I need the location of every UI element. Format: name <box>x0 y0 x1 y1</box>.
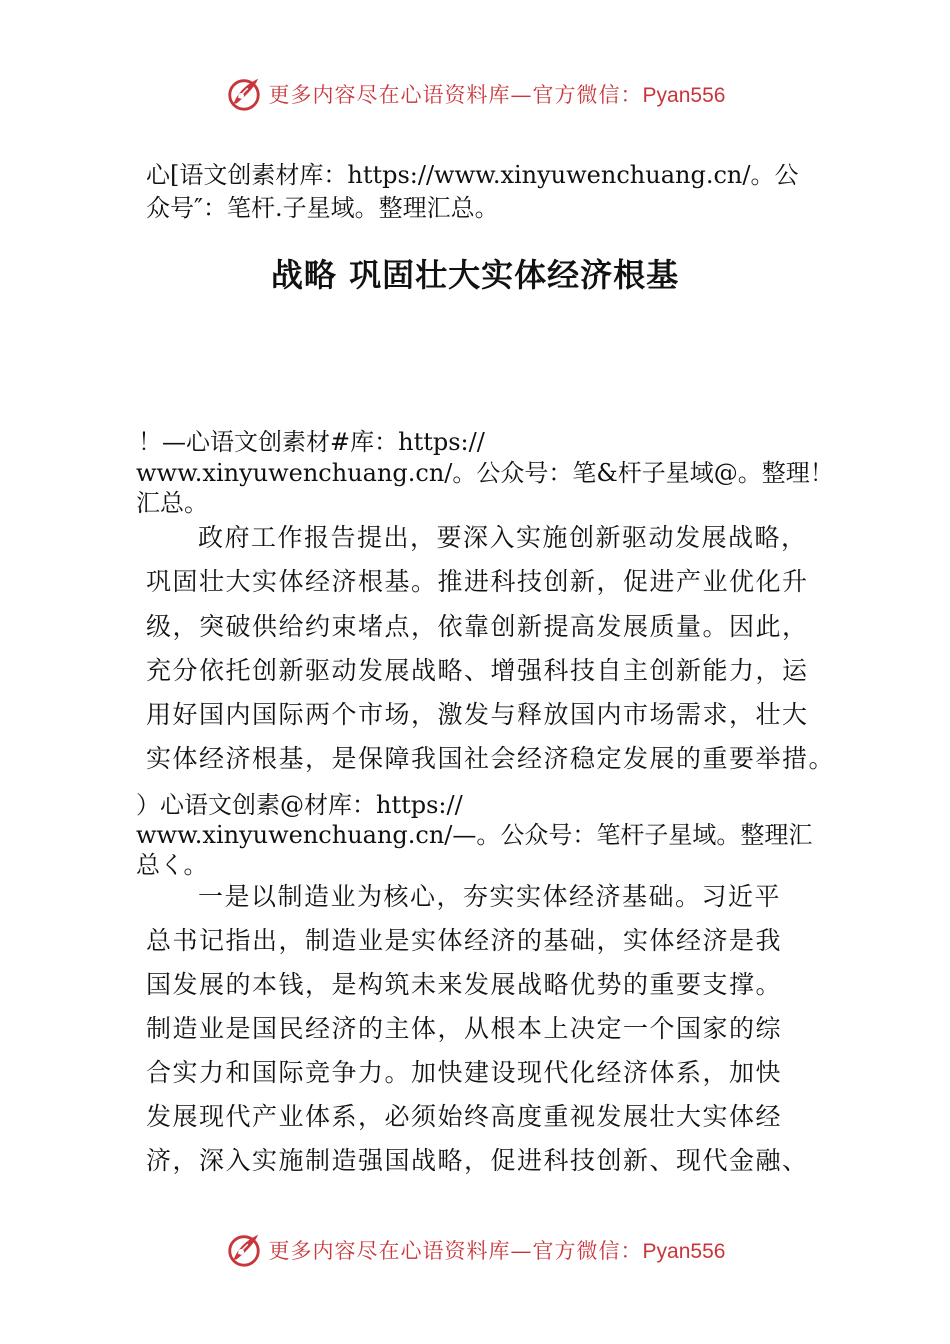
watermark1-line-2: www.xinyuwenchuang.cn/。公众号：笔&杆子星域@。整理！ <box>136 459 834 487</box>
quill-seal-logo-icon <box>225 1231 263 1269</box>
footer-banner <box>0 1228 950 1272</box>
paragraph2-line-1: 一是以制造业为核心，夯实实体经济基础。习近平 <box>198 882 782 911</box>
intro-line-1: 心[语文创素材库：https://www.xinyuwenchuang.cn/。公 <box>146 161 799 189</box>
quill-seal-logo-icon <box>225 75 263 113</box>
paragraph1-line-4: 充分依托创新驱动发展战略、增强科技自主创新能力，运 <box>146 656 809 685</box>
banner-text <box>269 79 726 109</box>
header-banner <box>0 72 950 116</box>
paragraph1-line-3: 级，突破供给约束堵点，依靠创新提高发展质量。因此， <box>146 612 809 641</box>
paragraph1-line-1: 政府工作报告提出，要深入实施创新驱动发展战略， <box>198 523 808 552</box>
paragraph2-line-5: 合实力和国际竞争力。加快建设现代化经济体系，加快 <box>146 1058 783 1087</box>
watermark2-line-3: 总く。 <box>136 851 208 879</box>
paragraph2-line-2: 总书记指出，制造业是实体经济的基础，实体经济是我 <box>146 926 783 955</box>
banner-wechat-id: Pyan556 <box>642 84 726 107</box>
watermark2-line-1: ）心语文创素@材库：https:// <box>136 791 463 819</box>
watermark1-line-3: 汇总。 <box>136 489 208 517</box>
paragraph2-line-6: 发展现代产业体系，必须始终高度重视发展壮大实体经 <box>146 1102 783 1131</box>
banner-text <box>269 1235 726 1265</box>
watermark2-line-2: www.xinyuwenchuang.cn/—。公众号：笔杆子星域。整理汇 <box>136 821 813 849</box>
watermark1-line-1: ！—心语文创素材#库：https:// <box>138 428 485 456</box>
page-title: 战略 巩固壮大实体经济根基 <box>270 256 680 294</box>
paragraph1-line-6: 实体经济根基，是保障我国社会经济稳定发展的重要举措。 <box>146 744 836 773</box>
banner-wechat-id: Pyan556 <box>642 1240 726 1263</box>
paragraph2-line-3: 国发展的本钱，是构筑未来发展战略优势的重要支撑。 <box>146 970 783 999</box>
banner-label: 更多内容尽在心语资料库—官方微信： <box>268 83 643 107</box>
intro-line-2: 众号″：笔杆.子星域。整理汇总。 <box>146 194 499 222</box>
paragraph1-line-5: 用好国内国际两个市场，激发与释放国内市场需求，壮大 <box>146 700 809 729</box>
paragraph1-line-2: 巩固壮大实体经济根基。推进科技创新，促进产业优化升 <box>146 567 809 596</box>
paragraph2-line-4: 制造业是国民经济的主体，从根本上决定一个国家的综 <box>146 1014 783 1043</box>
paragraph2-line-7: 济，深入实施制造强国战略，促进科技创新、现代金融、 <box>146 1146 809 1175</box>
banner-label: 更多内容尽在心语资料库—官方微信： <box>268 1239 643 1263</box>
